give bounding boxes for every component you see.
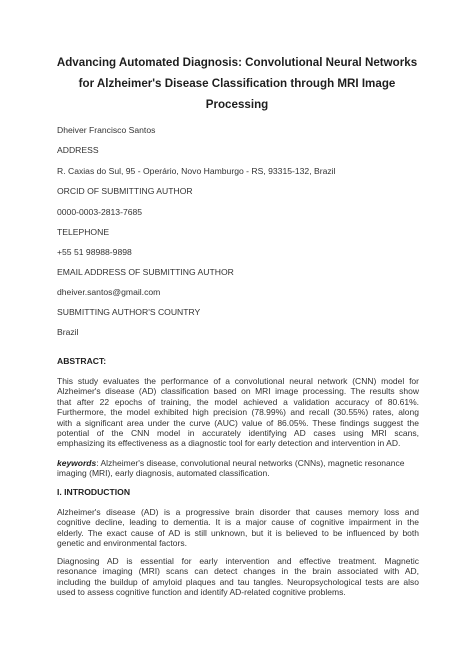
title-line: Processing	[205, 98, 269, 111]
intro-paragraph-2	[57, 556, 419, 598]
country-label: SUBMITTING AUTHOR'S COUNTRY	[57, 307, 201, 317]
abstract-line: This study evaluates the performance of a convolutional neural network (CNN) model for	[57, 376, 419, 386]
intro-line: used to assess cognitive function and identify AD-related cognitive problems.	[57, 587, 346, 598]
email-label: EMAIL ADDRESS OF SUBMITTING AUTHOR	[57, 267, 234, 277]
title-line: for Alzheimer's Disease Classification through MRI Image	[78, 77, 396, 90]
intro-line: Alzheimer's disease (AD) is a progressive brain disorder that causes memory loss and	[57, 507, 419, 517]
keywords-line: : Alzheimer's disease, convolutional neural networks (CNNs), magnetic resonance	[96, 458, 405, 468]
orcid-label: ORCID OF SUBMITTING AUTHOR	[57, 186, 193, 196]
telephone-label: TELEPHONE	[57, 227, 110, 237]
paper-title	[40, 52, 434, 115]
orcid-value: 0000-0003-2813-7685	[57, 207, 143, 217]
address-label: ADDRESS	[57, 145, 99, 155]
abstract-line: with a significant area under the curve (AUC) value of 86.05%. These findings suggest the	[57, 417, 419, 428]
keywords-block	[57, 458, 419, 479]
abstract-line: Alzheimer's disease (AD) classification based on MRI image processing. The results show	[57, 386, 419, 397]
abstract-body	[57, 376, 419, 449]
intro-line: genetic and environmental factors.	[57, 538, 187, 549]
intro-line: resonance imaging (MRI) scans can detect changes in the brain associated with AD,	[57, 566, 419, 577]
intro-line: elderly. The exact cause of AD is still unknown, but it is believed to be influenced by both	[57, 527, 419, 538]
abstract-heading: ABSTRACT:	[57, 356, 107, 366]
keywords-label: keywords	[57, 458, 97, 468]
author-name: Dheiver Francisco Santos	[57, 125, 156, 135]
abstract-line: emphasizing its effectiveness as a diagnostic tool for early detection and intervention in AD.	[57, 438, 401, 449]
country-value: Brazil	[57, 327, 79, 337]
intro-line: Diagnosing AD is essential for early intervention and effective treatment. Magnetic	[57, 556, 419, 566]
intro-line: cognitive decline, leading to dementia. It is a major cause of cognitive impairment in the	[57, 517, 419, 528]
title-line: Advancing Automated Diagnosis: Convolutional Neural Networks	[56, 56, 418, 69]
intro-paragraph-1	[57, 507, 419, 549]
abstract-line: that after 22 epochs of training, the model achieved a validation accuracy of 80.61%.	[57, 396, 419, 407]
intro-line: including the buildup of amyloid plaques and tau tangles. Neuropsychological tests are also	[57, 576, 419, 587]
email-value: dheiver.santos@gmail.com	[57, 287, 161, 297]
abstract-line: potential of the CNN model in accurately identifying AD cases using MRI scans,	[57, 428, 419, 439]
telephone-value: +55 51 98988-9898	[57, 247, 132, 257]
address-value: R. Caxias do Sul, 95 - Operário, Novo Hamburgo - RS, 93315-132, Brazil	[57, 166, 336, 176]
abstract-line: Furthermore, the model exhibited high precision (78.99%) and recall (30.55%) rates, along	[57, 407, 419, 418]
keywords-line: imaging (MRI), early diagnosis, automated classification.	[57, 468, 270, 479]
introduction-heading: I. INTRODUCTION	[57, 487, 131, 497]
